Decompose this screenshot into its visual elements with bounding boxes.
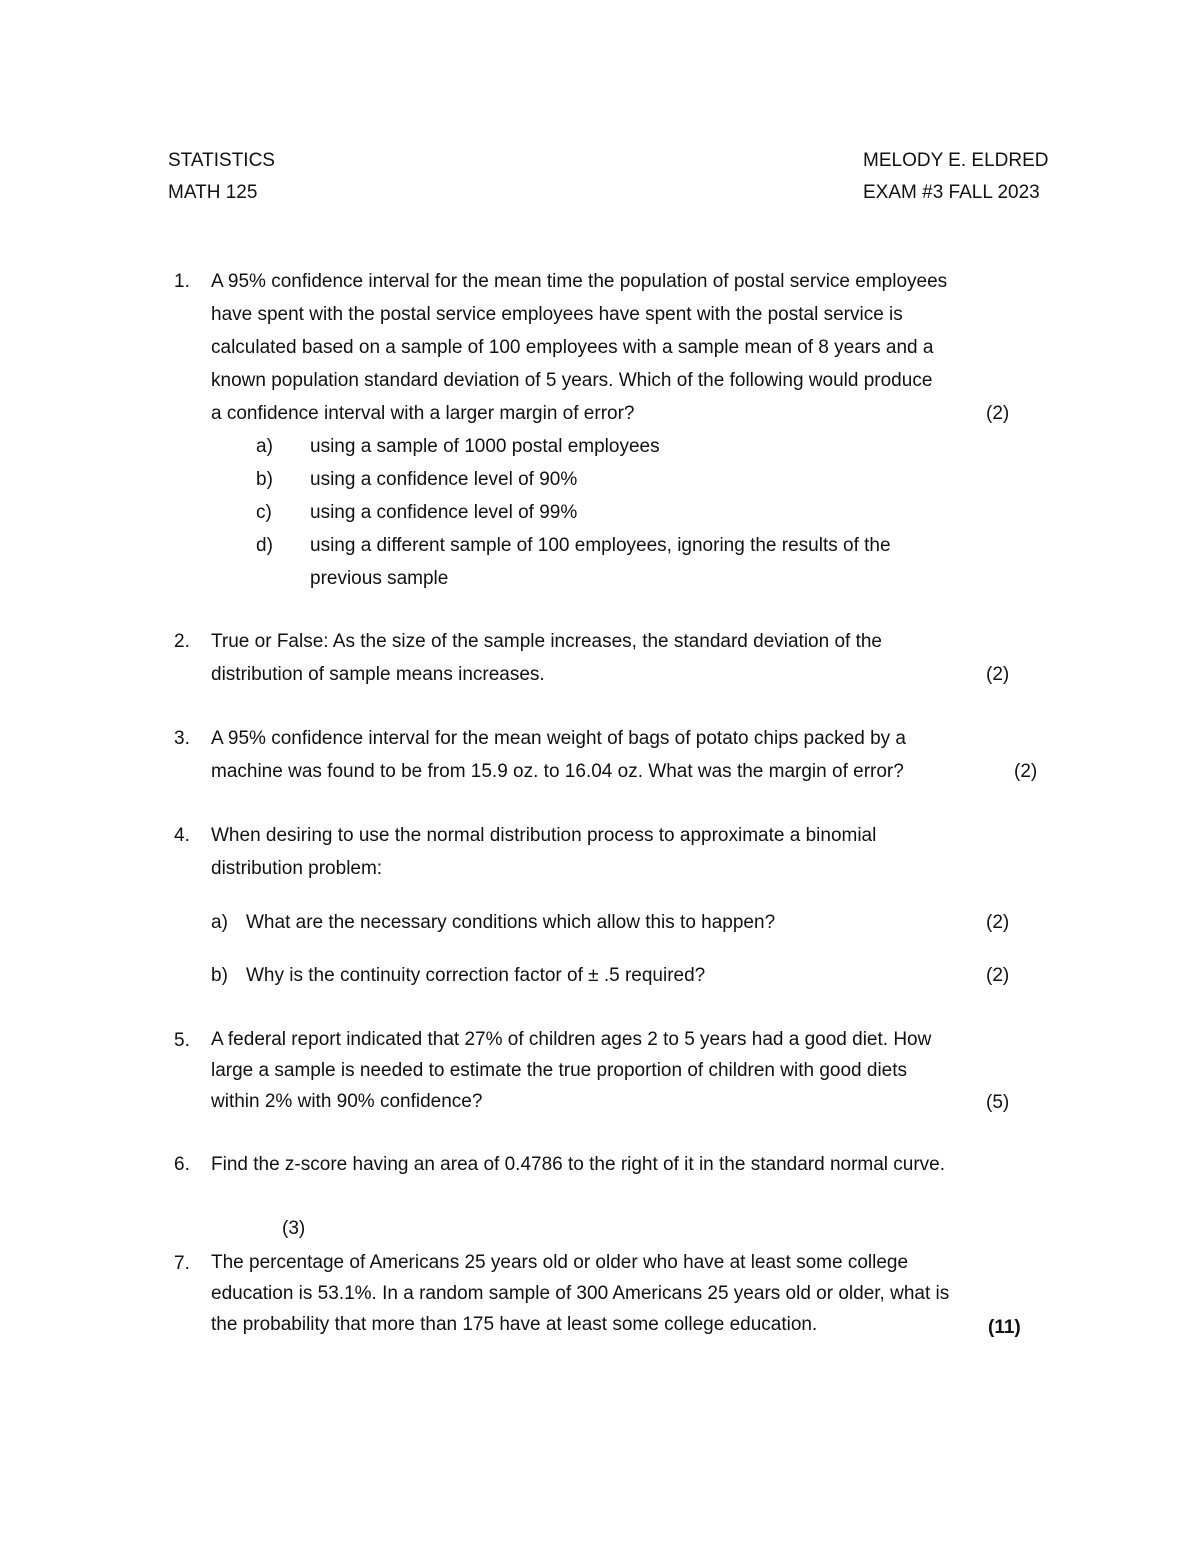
part-label: b) [211,965,228,986]
question-line: distribution problem: [211,858,383,879]
question-text [211,625,1071,691]
part-points: (2) [986,912,1010,933]
question-number: 5. [174,1030,190,1051]
part-points: (2) [986,965,1010,986]
part-text: What are the necessary conditions which allow this to happen? [246,912,776,933]
question-number: 2. [174,631,190,652]
option-label: d) [256,535,273,556]
question-line: A federal report indicated that 27% of children ages 2 to 5 years had a good diet. How [211,1029,932,1050]
question-line: True or False: As the size of the sample increases, the standard deviation of the [211,631,882,652]
question-line: The percentage of Americans 25 years old or older who have at least some college [211,1252,909,1273]
question-line: large a sample is needed to estimate the true proportion of children with good diets [211,1060,908,1081]
question-text [211,722,1071,788]
option-label: b) [256,469,273,490]
question-text [211,265,1071,430]
question-line: machine was found to be from 15.9 oz. to 16.04 oz. What was the margin of error? [211,761,904,782]
question-line: When desiring to use the normal distribution process to approximate a binomial [211,825,877,846]
instructor-name: MELODY E. ELDRED [863,150,1049,171]
question-number: 7. [174,1253,190,1274]
question-line: within 2% with 90% confidence? [211,1091,483,1112]
option-label: a) [256,436,273,457]
part-text: Why is the continuity correction factor of ± .5 required? [246,965,706,986]
question-points: (11) [988,1317,1021,1338]
question-line: Find the z-score having an area of 0.4786 to the right of it in the standard normal curve. [211,1154,946,1175]
question-number: 3. [174,728,190,749]
question-line: distribution of sample means increases. [211,664,545,685]
question-line: education is 53.1%. In a random sample of 300 Americans 25 years old or older, what is [211,1283,950,1304]
question-points: (2) [986,664,1010,685]
question-points: (5) [986,1092,1010,1113]
question-line: a confidence interval with a larger margin of error? [211,403,635,424]
question-line: A 95% confidence interval for the mean time the population of postal service employees [211,271,948,292]
question-line: known population standard deviation of 5 years. Which of the following would produce [211,370,933,391]
question-line: have spent with the postal service employees have spent with the postal service is [211,304,903,325]
exam-title: EXAM #3 FALL 2023 [863,182,1040,203]
option-text: previous sample [310,568,449,589]
option-text: using a confidence level of 99% [310,502,578,523]
question-line: A 95% confidence interval for the mean weight of bags of potato chips packed by a [211,728,906,749]
question-text [211,1024,1071,1117]
option-text: using a sample of 1000 postal employees [310,436,660,457]
part-label: a) [211,912,228,933]
question-text [211,1148,1071,1181]
header-right [863,145,1048,209]
question-line: the probability that more than 175 have at least some college education. [211,1314,818,1335]
course-code: MATH 125 [168,182,258,203]
course-name: STATISTICS [168,150,275,171]
question-line: calculated based on a sample of 100 employees with a sample mean of 8 years and a [211,337,934,358]
question-text [211,819,1071,885]
question-text [211,1247,1071,1340]
option-text: using a different sample of 100 employees, ignoring the results of the [310,535,891,556]
question-points: (2) [986,403,1010,424]
question-number: 6. [174,1154,190,1175]
header-left [168,145,275,209]
question-number: 4. [174,825,190,846]
question-points: (3) [282,1218,306,1239]
question-points: (2) [1014,761,1038,782]
option-label: c) [256,502,272,523]
question-number: 1. [174,271,190,292]
option-text: using a confidence level of 90% [310,469,578,490]
